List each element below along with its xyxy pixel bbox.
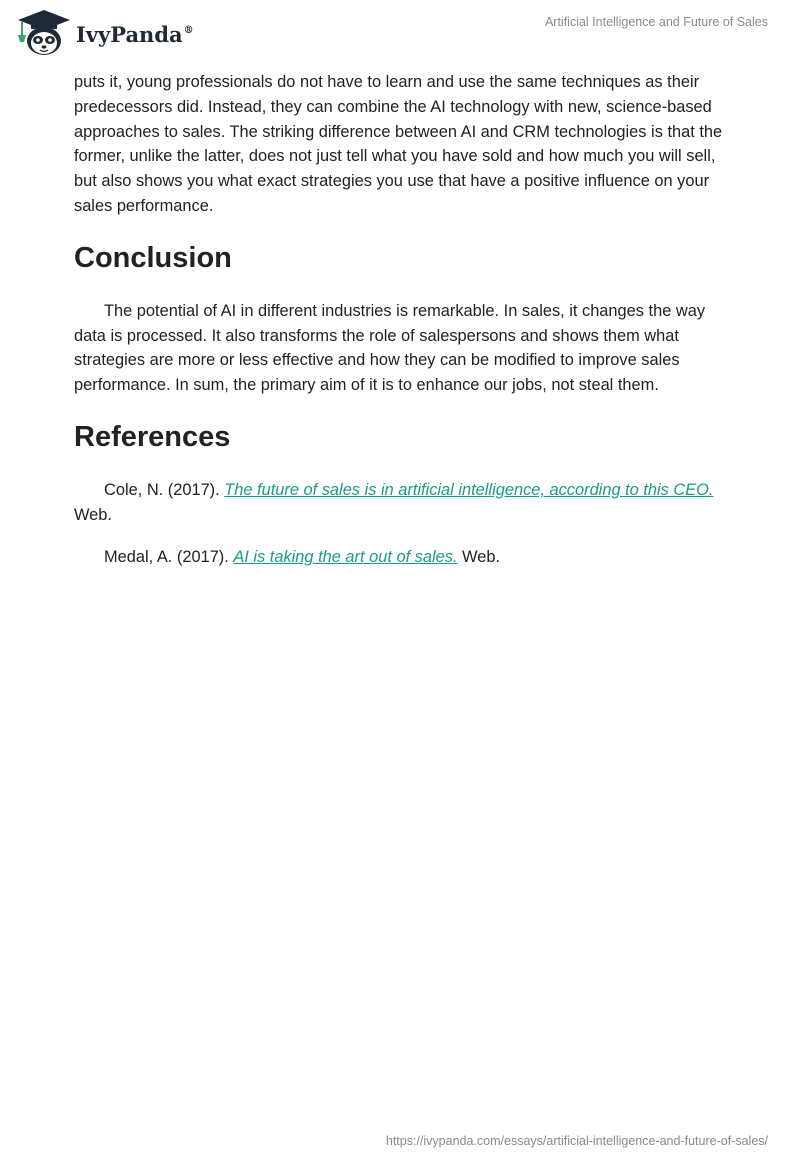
registered-mark: ® [183,24,194,36]
page-header [0,0,800,66]
footer-url[interactable]: https://ivypanda.com/essays/artificial-intelligence-and-future-of-sales/ [385,1134,768,1148]
reference-suffix: Web. [457,547,501,566]
intro-paragraph: puts it, young professionals do not have to learn and use the same techniques as their predecessors did. Instead, they can combine the AI technology with new, science-based approaches to sales. The striking difference between AI and CRM technologies is that the former, unlike the latter, does not just tell what you have sold and how much you will sell, but also shows you what exact strategies you use that have a positive influence on your sales performance. [74,73,723,215]
references-heading: References [74,420,231,453]
ivypanda-logo[interactable] [14,8,194,58]
reference-item [74,478,734,528]
reference-author: Cole, N. (2017). [104,480,225,499]
reference-link[interactable]: AI is taking the art out of sales. [233,547,458,566]
conclusion-paragraph: The potential of AI in different industries is remarkable. In sales, it changes the way data is processed. It also transforms the role of salespersons and shows them what strategies are more or less effective and how they can be modified to improve sales performance. In sum, the primary aim of it is to enhance our jobs, not steal them. [74,301,706,395]
reference-author: Medal, A. (2017). [104,547,234,566]
reference-link[interactable]: The future of sales is in artificial intelligence, according to this CEO. [224,480,714,499]
document-title: Artificial Intelligence and Future of Sales [544,15,768,29]
conclusion-heading: Conclusion [74,241,232,274]
reference-suffix: Web. [74,505,112,524]
essay-content [74,70,734,569]
panda-graduation-cap-icon [14,8,74,58]
logo-text: IvyPanda® [76,21,194,47]
reference-item [74,545,734,570]
